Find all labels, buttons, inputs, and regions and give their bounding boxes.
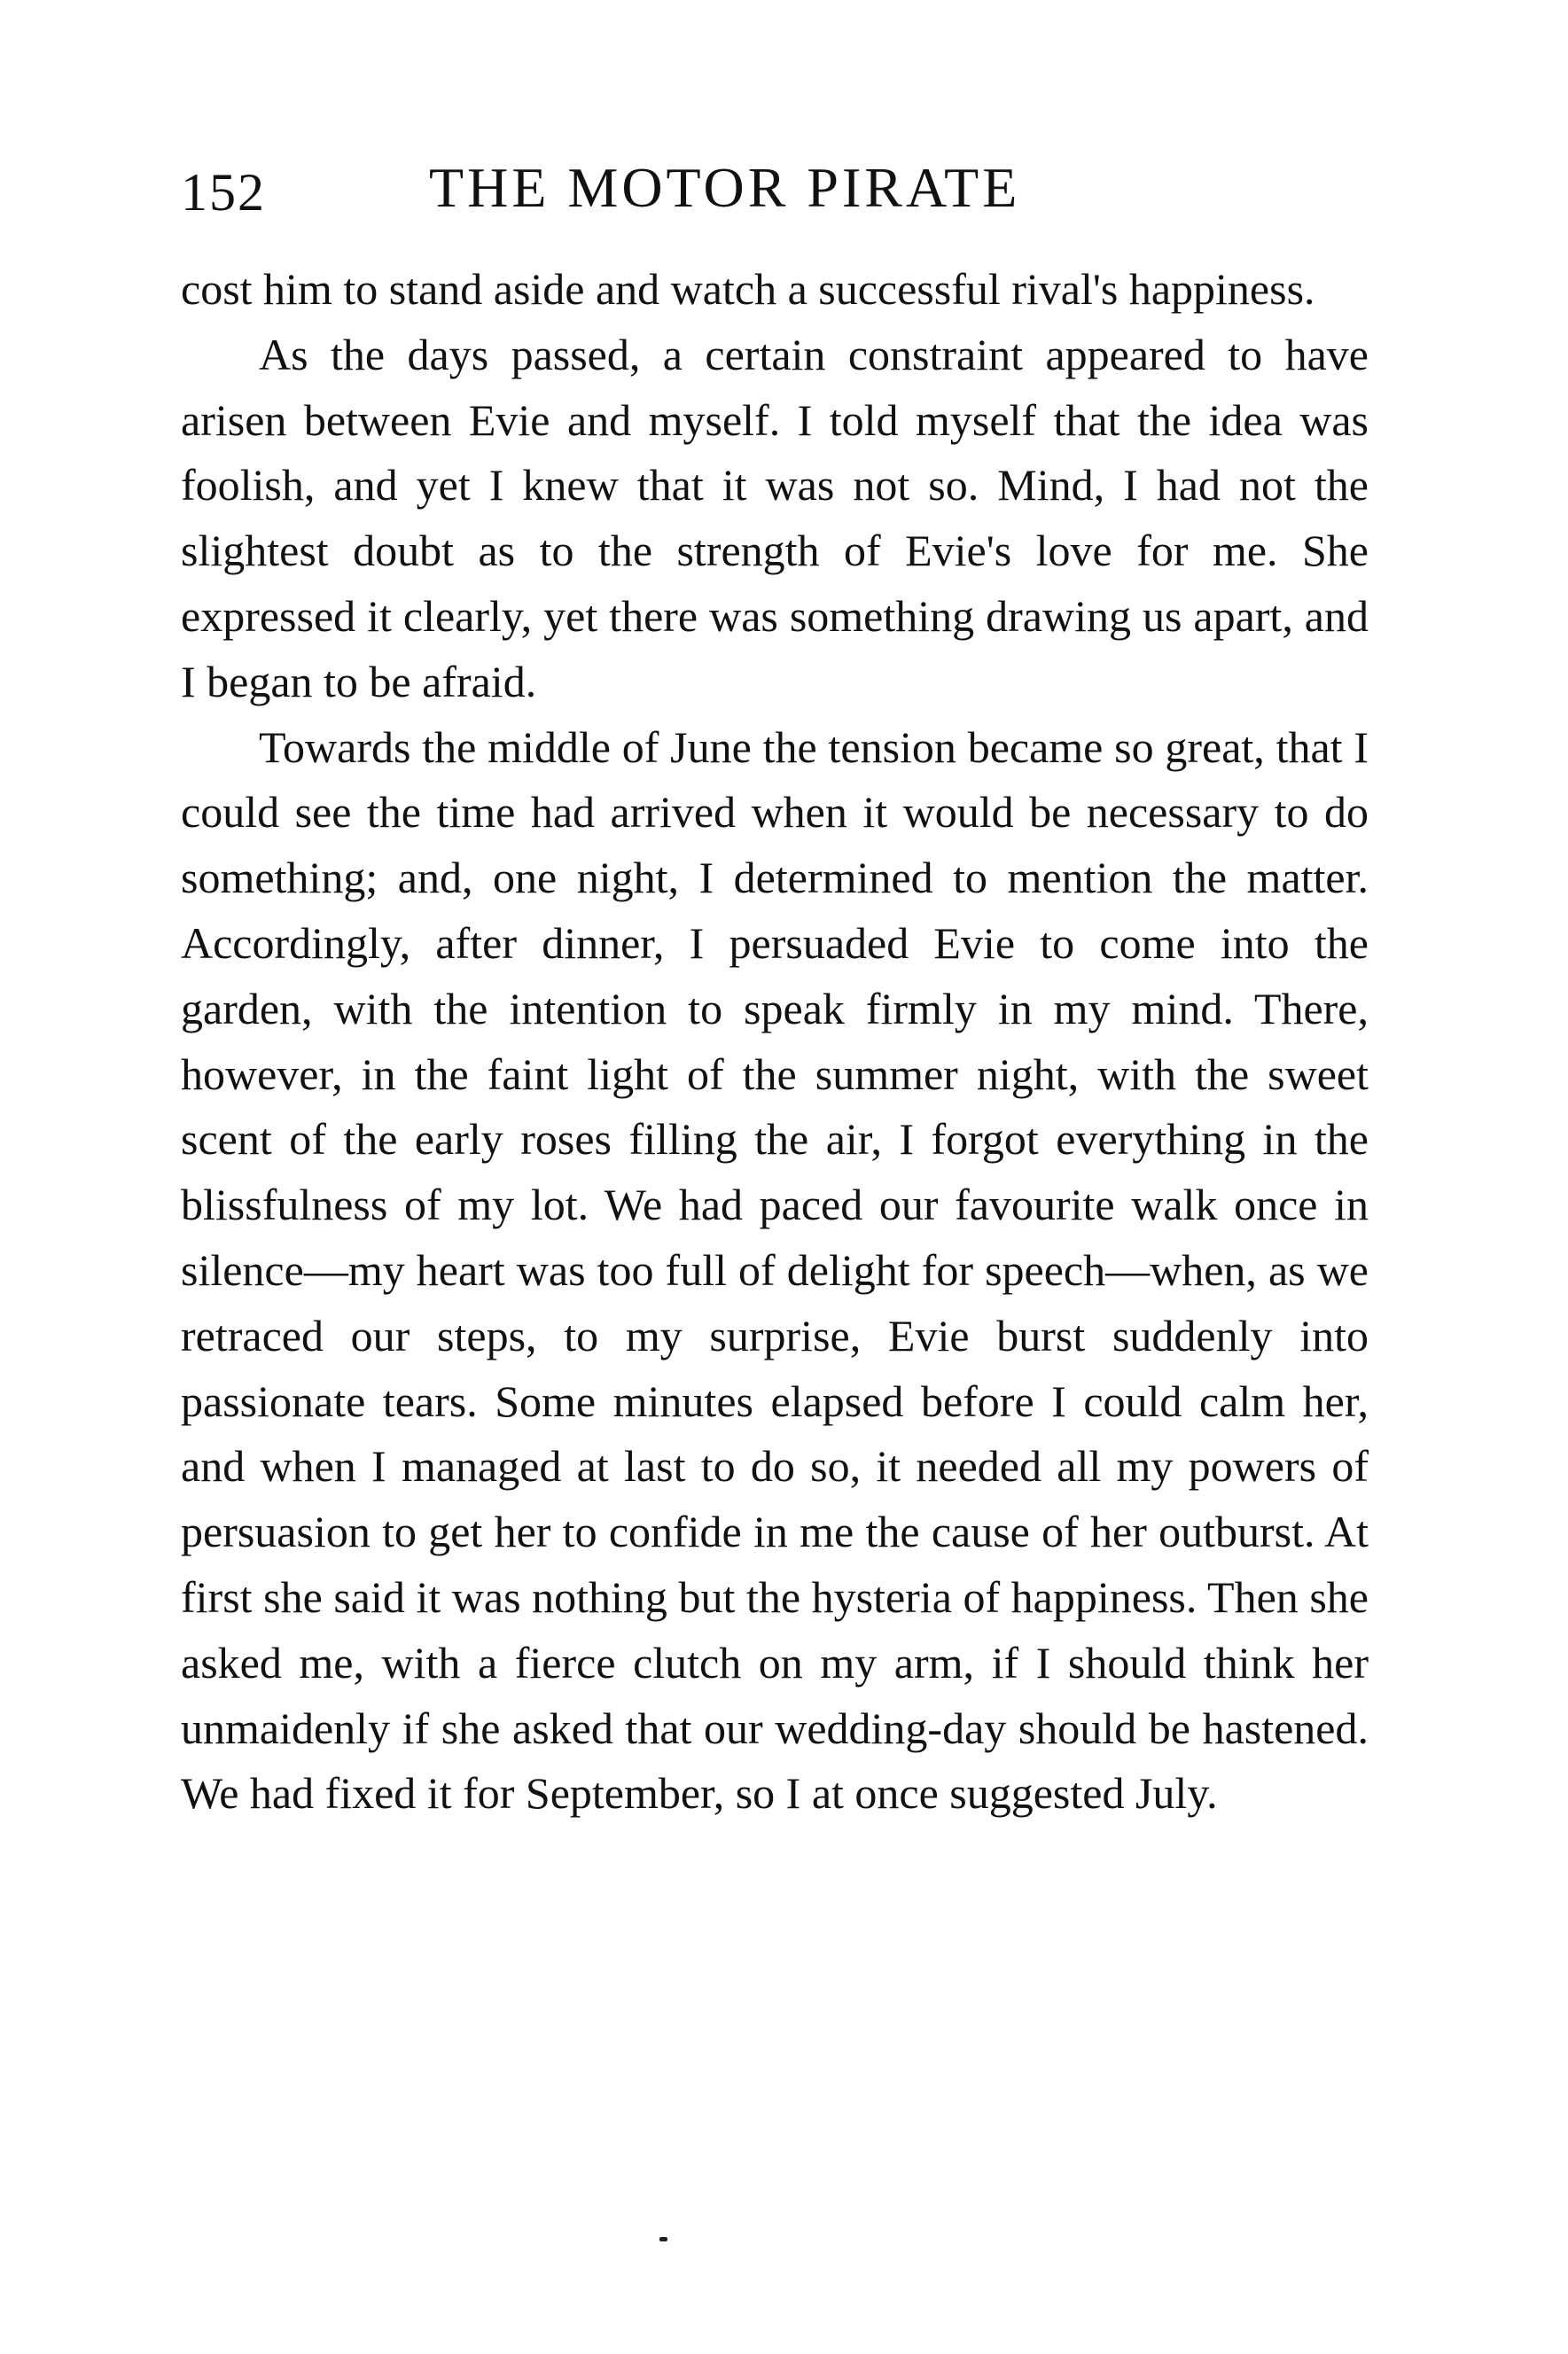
paragraph: Towards the middle of June the tension became so great, that I could see the time had arrived when it would be necessary to do something; and, one night, I determined to mention the matter. Accordingly, after dinner, I persuaded Evie to come into the garden, with the intention to speak firmly in my mind. There, however, in the faint light of the summer night, with the sweet scent of the early roses filling the air, I forgot everything in the blissfulness of my lot. We had paced our favourite walk once in silence—my heart was too full of delight for speech—when, as we retraced our steps, to my surprise, Evie burst suddenly into passionate tears. Some minutes elapsed before I could calm her, and when I managed at last to do so, it needed all my powers of persuasion to get her to confide in me the cause of her outburst. At first she said it was nothing but the hysteria of happiness. Then she asked me, with a fierce clutch on my arm, if I should think her unmaidenly if she asked that our wedding-day should be hastened. We had fixed it for September, so I at once suggested July. xyxy=(181,721,1369,1819)
paragraph-continued: cost him to stand aside and watch a successful rival's happiness. xyxy=(181,264,1315,314)
body-text xyxy=(181,257,1369,1827)
page-number: 152 xyxy=(181,163,266,222)
running-title: THE MOTOR PIRATE xyxy=(429,156,1021,219)
ink-speck xyxy=(659,2237,667,2241)
running-head xyxy=(181,155,1369,235)
paragraph: As the days passed, a certain constraint appeared to have arisen between Evie and myself. I told myself that the idea was foolish, and yet I knew that it was not so. Mind, I had not the slightest doubt as to the strength of Evie's love for me. She expressed it clearly, yet there was something drawing us apart, and I began to be afraid. xyxy=(181,329,1369,706)
